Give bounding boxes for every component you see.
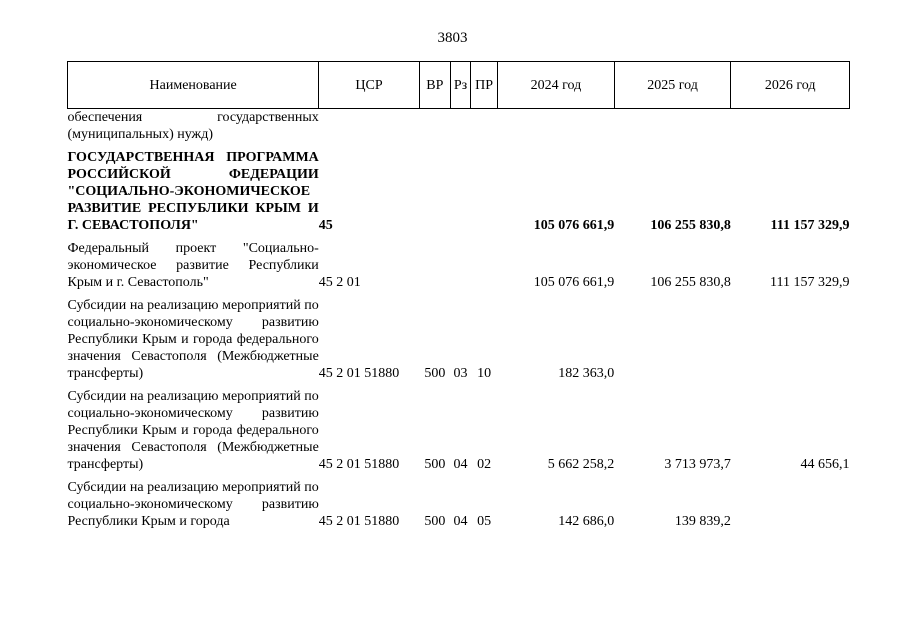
- row-name: Субсидии на реализацию мероприятий по социально-экономическому развитию Республики Крым и города федерального значения Севастополя (Межбюджетные трансферты): [67, 389, 319, 472]
- row-pr: [471, 240, 498, 291]
- row-vr: 500: [424, 514, 446, 529]
- row-name: ГОСУДАРСТВЕННАЯ ПРОГРАММА РОССИЙСКОЙ ФЕДЕРАЦИИ "СОЦИАЛЬНО-ЭКОНОМИЧЕСКОЕ РАЗВИТИЕ РЕСПУБЛИКИ КРЫМ И Г. СЕВАСТОПОЛЯ": [67, 150, 319, 233]
- header-pr: ПР: [471, 62, 498, 109]
- row-csr: 45 2 01 51880: [318, 457, 400, 472]
- row-2024: [498, 109, 615, 144]
- row-name: Федеральный проект "Социально-экономическое развитие Республики Крым и г. Севастополь": [67, 241, 319, 290]
- row-pr: [471, 109, 498, 144]
- row-2026: [731, 479, 850, 530]
- row-rz: 03: [453, 366, 468, 381]
- row-2025: 3 713 973,7: [664, 457, 731, 472]
- row-2025: 106 255 830,8: [650, 218, 731, 233]
- budget-table: [67, 61, 850, 530]
- row-2025: [614, 297, 731, 382]
- row-csr: 45 2 01 51880: [318, 366, 400, 381]
- header-2025: 2025 год: [614, 62, 731, 109]
- row-rz: [450, 240, 470, 291]
- row-csr: 45 2 01 51880: [318, 514, 400, 529]
- row-rz: 04: [453, 457, 468, 472]
- table-row: [68, 479, 850, 530]
- row-2024: 142 686,0: [558, 514, 615, 529]
- header-vr: ВР: [419, 62, 450, 109]
- table-row: [68, 297, 850, 382]
- row-csr: 45: [318, 218, 333, 233]
- row-pr: 05: [477, 514, 492, 529]
- row-rz: 04: [453, 514, 468, 529]
- table-row: [68, 109, 850, 144]
- row-name: обеспечения государственных (муниципальных) нужд): [67, 110, 319, 142]
- row-2025: 106 255 830,8: [650, 275, 731, 290]
- header-name: Наименование: [68, 62, 319, 109]
- row-pr: 10: [477, 366, 492, 381]
- table-header-row: [68, 62, 850, 109]
- row-2024: 5 662 258,2: [547, 457, 615, 472]
- header-rz: Рз: [450, 62, 470, 109]
- row-2024: 105 076 661,9: [533, 218, 615, 233]
- table-row: [68, 240, 850, 291]
- table-row: [68, 149, 850, 234]
- row-pr: 02: [477, 457, 492, 472]
- row-rz: [450, 149, 470, 234]
- row-2026: [731, 297, 850, 382]
- row-rz: [450, 109, 470, 144]
- row-2026: [731, 109, 850, 144]
- row-vr: [419, 109, 450, 144]
- header-csr: ЦСР: [319, 62, 420, 109]
- row-2026: 111 157 329,9: [770, 218, 850, 233]
- row-csr: 45 2 01: [318, 275, 361, 290]
- header-2026: 2026 год: [731, 62, 850, 109]
- row-vr: 500: [424, 366, 446, 381]
- table-row: [68, 388, 850, 473]
- row-vr: [419, 240, 450, 291]
- row-csr: [319, 109, 420, 144]
- page-number: 3803: [437, 30, 468, 46]
- row-2025: 139 839,2: [674, 514, 731, 529]
- row-vr: [419, 149, 450, 234]
- row-2026: 44 656,1: [800, 457, 850, 472]
- row-vr: 500: [424, 457, 446, 472]
- row-2025: [614, 109, 731, 144]
- row-pr: [471, 149, 498, 234]
- row-2024: 105 076 661,9: [533, 275, 615, 290]
- row-2026: 111 157 329,9: [770, 275, 850, 290]
- row-2024: 182 363,0: [558, 366, 615, 381]
- row-name: Субсидии на реализацию мероприятий по социально-экономическому развитию Республики Крым и города: [67, 480, 319, 529]
- row-name: Субсидии на реализацию мероприятий по социально-экономическому развитию Республики Крым и города федерального значения Севастополя (Межбюджетные трансферты): [67, 298, 319, 381]
- header-2024: 2024 год: [498, 62, 615, 109]
